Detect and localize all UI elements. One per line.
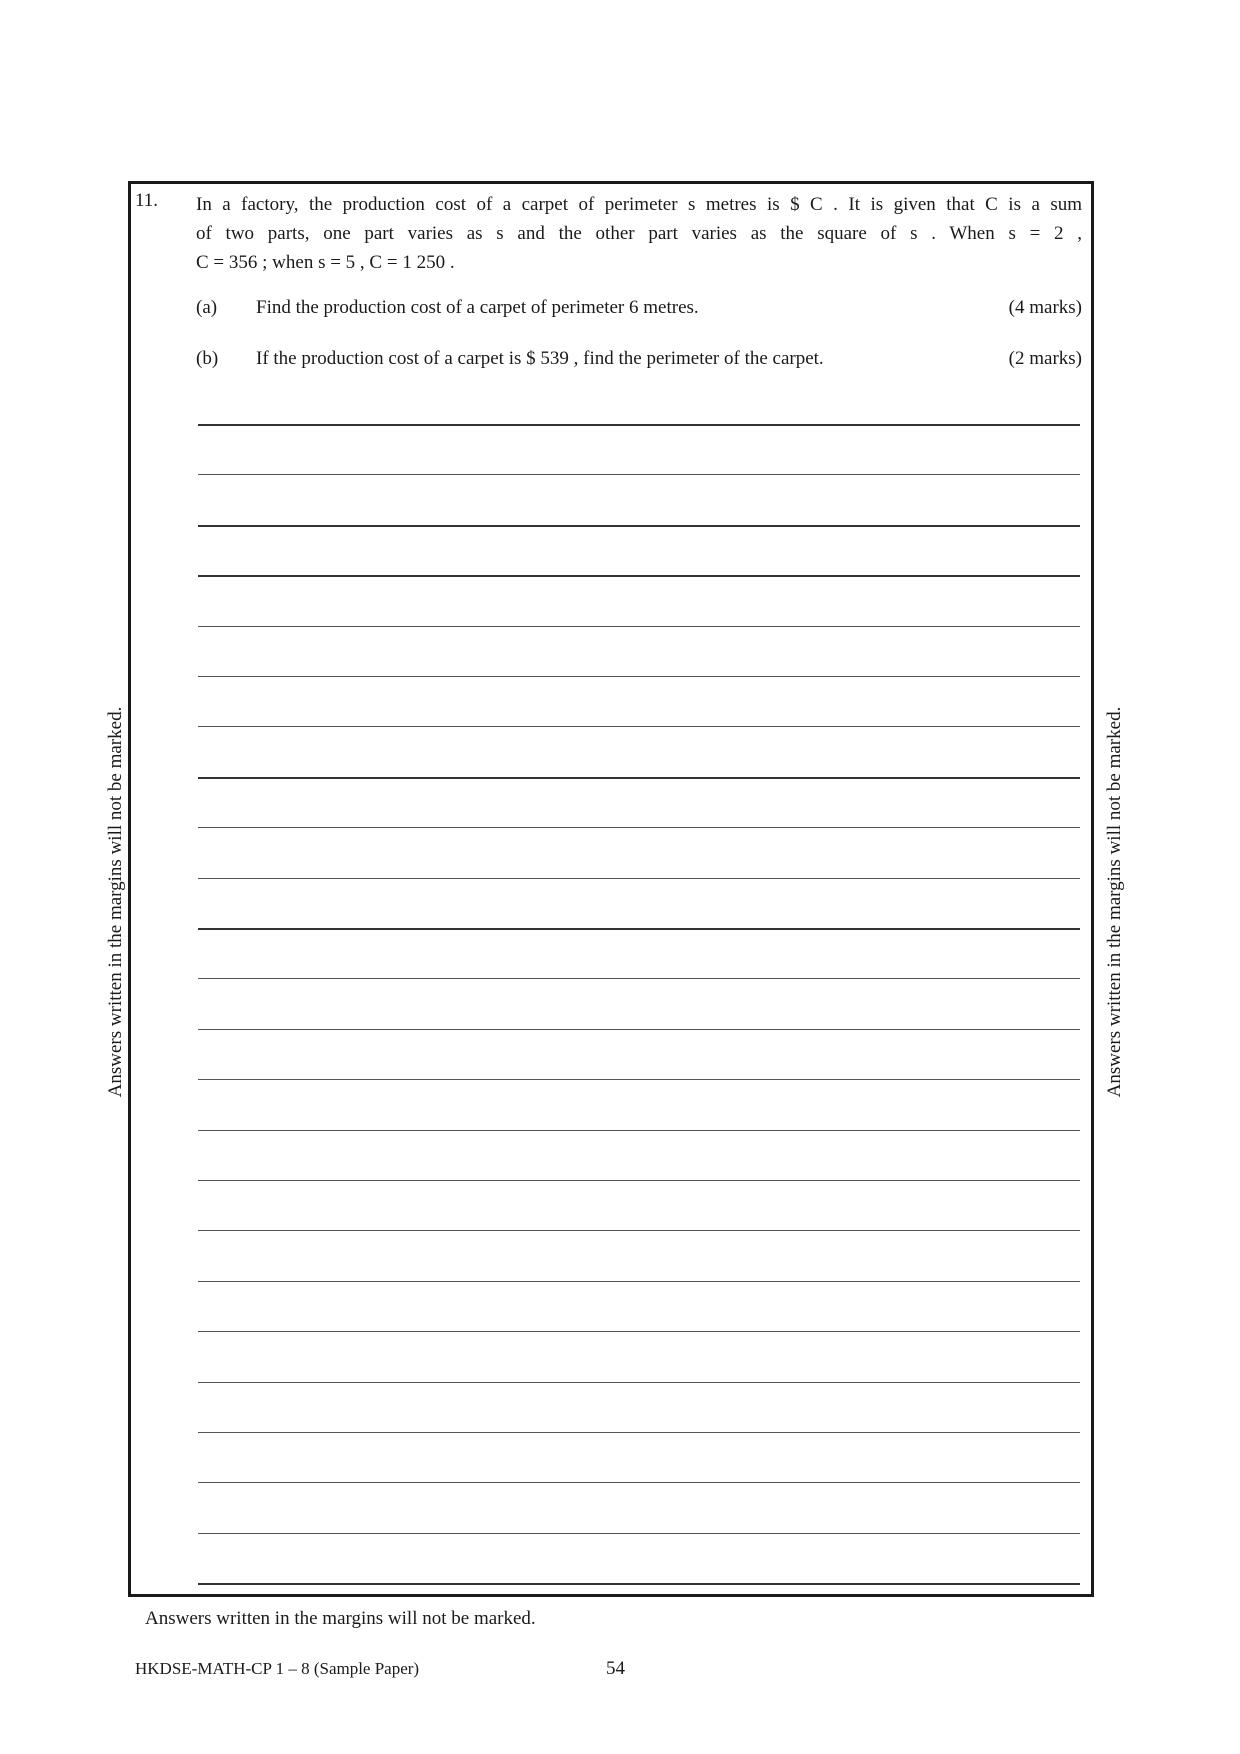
question-stem-line-1: In a factory, the production cost of a carpet of perimeter s metres is $ C . It is given that C is a sum xyxy=(196,194,1082,215)
answer-line[interactable] xyxy=(198,424,1080,426)
part-a-text: Find the production cost of a carpet of perimeter 6 metres. xyxy=(256,297,699,318)
answer-line[interactable] xyxy=(198,1079,1080,1080)
part-b-text: If the production cost of a carpet is $ 539 , find the perimeter of the carpet. xyxy=(256,348,824,369)
left-margin-note: Answers written in the margins will not be marked. xyxy=(105,706,126,1098)
answer-line[interactable] xyxy=(198,726,1080,727)
answer-line[interactable] xyxy=(198,827,1080,828)
answer-line[interactable] xyxy=(198,1382,1080,1383)
answer-line[interactable] xyxy=(198,1482,1080,1483)
question-part-a xyxy=(196,297,1082,325)
answer-line[interactable] xyxy=(198,878,1080,879)
bottom-margin-note: Answers written in the margins will not be marked. xyxy=(145,1608,536,1629)
part-a-marks: (4 marks) xyxy=(1008,297,1082,318)
answer-line[interactable] xyxy=(198,1029,1080,1030)
answer-line[interactable] xyxy=(198,525,1080,527)
answer-line[interactable] xyxy=(198,1432,1080,1433)
right-margin-note: Answers written in the margins will not be marked. xyxy=(1104,706,1125,1098)
answer-line[interactable] xyxy=(198,575,1080,577)
question-stem-line-2: of two parts, one part varies as s and the other part varies as the square of s . When s = 2 , xyxy=(196,223,1082,244)
answer-line[interactable] xyxy=(198,1583,1080,1585)
answer-line[interactable] xyxy=(198,978,1080,979)
answer-line[interactable] xyxy=(198,1533,1080,1534)
answer-line[interactable] xyxy=(198,1230,1080,1231)
answer-line[interactable] xyxy=(198,474,1080,475)
answer-line[interactable] xyxy=(198,928,1080,930)
part-b-label: (b) xyxy=(196,348,219,369)
footer-page-number: 54 xyxy=(606,1658,625,1679)
answer-line[interactable] xyxy=(198,1331,1080,1332)
part-b-marks: (2 marks) xyxy=(1008,348,1082,369)
question-part-b xyxy=(196,348,1082,376)
answer-line[interactable] xyxy=(198,1281,1080,1282)
question-stem-line-3: C = 356 ; when s = 5 , C = 1 250 . xyxy=(196,252,455,273)
answer-line[interactable] xyxy=(198,777,1080,779)
question-number: 11. xyxy=(135,190,159,211)
answer-line[interactable] xyxy=(198,676,1080,677)
answer-box xyxy=(128,181,1094,1597)
part-a-label: (a) xyxy=(196,297,218,318)
footer-paper-code: HKDSE-MATH-CP 1 – 8 (Sample Paper) xyxy=(135,1659,420,1678)
answer-line[interactable] xyxy=(198,626,1080,627)
answer-line[interactable] xyxy=(198,1130,1080,1131)
answer-line[interactable] xyxy=(198,1180,1080,1181)
question-stem xyxy=(196,190,1082,277)
